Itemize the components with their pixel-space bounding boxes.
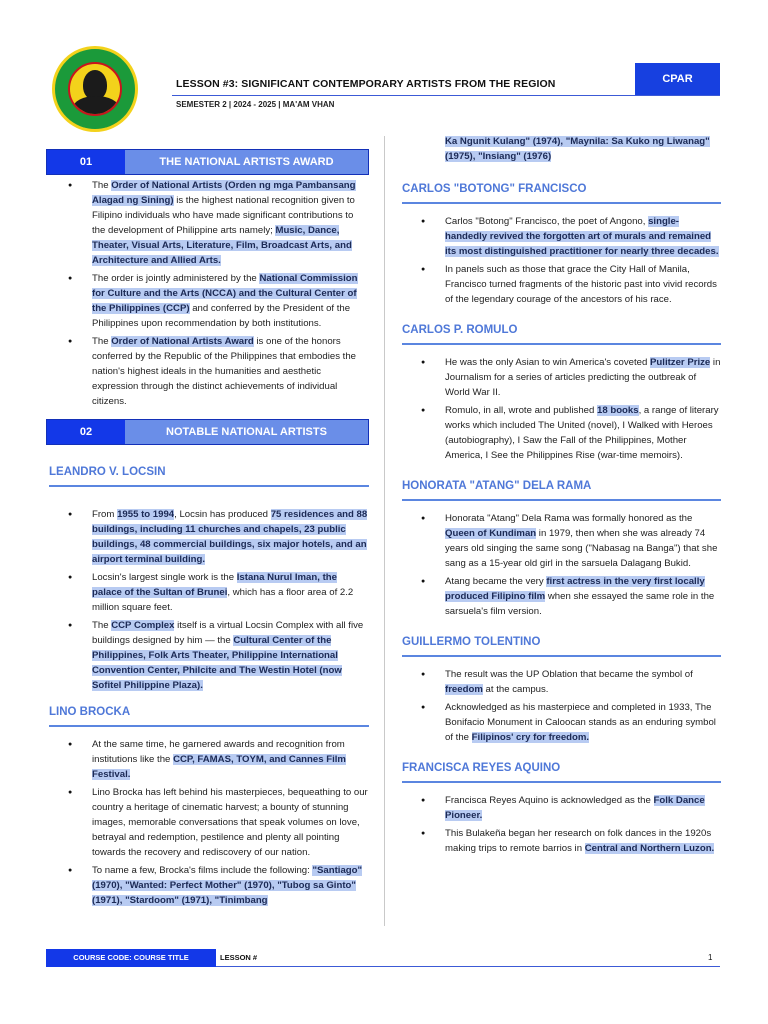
list-item: ● At the same time, he garnered awards and recognition from institutions like the CCP, FAMAS, TOYM, and Cannes Film Festival. xyxy=(46,737,369,782)
romulo-list xyxy=(399,355,721,463)
artist-heading-francisco: CARLOS "BOTONG" FRANCISCO xyxy=(402,182,721,204)
artist-heading-romulo: CARLOS P. ROMULO xyxy=(402,323,721,345)
list-item: ● This Bulakeña began her research on folk dances in the 1920s making trips to remote barrios in Central and Northern Luzon. xyxy=(399,826,721,856)
footer-course-code: COURSE CODE: COURSE TITLE xyxy=(46,949,216,967)
school-seal-logo xyxy=(52,46,138,132)
list-item: ● Honorata "Atang" Dela Rama was formally honored as the Queen of Kundiman in 1979, then when she was already 74 years old singing the same song ("Nabasag na Banga") that she sang as a 15-year old girl in the sarsuela Dalagang Bukid. xyxy=(399,511,721,571)
list-item: ● Romulo, in all, wrote and published 18 books, a range of literary works which included The United (novel), I Walked with Heroes (autobiography), I Saw the Fall of the Philippines, Mother America, I See the Philippines Rise (war-time memoirs). xyxy=(399,403,721,463)
brocka-films-continued: Ka Ngunit Kulang" (1974), "Maynila: Sa Kuko ng Liwanag" (1975), "Insiang" (1976) xyxy=(445,136,710,162)
list-item: ● Francisca Reyes Aquino is acknowledged as the Folk Dance Pioneer. xyxy=(399,793,721,823)
right-column xyxy=(399,134,721,859)
artist-heading-aquino: FRANCISCA REYES AQUINO xyxy=(402,761,721,783)
footer-lesson: LESSON # xyxy=(220,953,258,962)
list-item: ● The Order of National Artists (Orden ng mga Pambansang Alagad ng Sining) is the highest national recognition given to Filipino individuals who have made significant contributions to the development of Philippine arts namely; Music, Dance, Theater, Visual Arts, Literature, Film, Broadcast Arts, and Architecture and Allied Arts. xyxy=(46,178,369,268)
list-item: ● He was the only Asian to win America's coveted Pulitzer Prize in Journalism for a series of articles predicting the outbreak of World War II. xyxy=(399,355,721,400)
left-column xyxy=(46,149,369,911)
section-header-02 xyxy=(46,419,369,445)
list-item: ● Carlos "Botong" Francisco, the poet of Angono, single-handedly revived the forgotten art of murals and remained its most distinguished practitioner for nearly three decades. xyxy=(399,214,721,259)
section-title: THE NATIONAL ARTISTS AWARD xyxy=(125,150,368,174)
award-list xyxy=(46,178,369,409)
list-item: ● Locsin's largest single work is the Istana Nurul Iman, the palace of the Sultan of Brunei, which has a floor area of 2.2 million square feet. xyxy=(46,570,369,615)
francisco-list xyxy=(399,214,721,307)
lesson-title: LESSON #3: SIGNIFICANT CONTEMPORARY ARTISTS FROM THE REGION xyxy=(176,78,556,90)
tolentino-list xyxy=(399,667,721,745)
list-item: ● The order is jointly administered by the National Commission for Culture and the Arts (NCCA) and the Cultural Center of the Philippines (CCP) and conferred by the President of the Philippines upon recommendation by both institutions. xyxy=(46,271,369,331)
footer-rule xyxy=(216,966,720,967)
section-title: NOTABLE NATIONAL ARTISTS xyxy=(125,420,368,444)
list-item: ● Lino Brocka has left behind his masterpieces, bequeathing to our country a heritage of cinematic harvest; a bounty of stunning images, memorable conversations that speak volumes on love, betrayal and redemption, pestilence and plenty all pointing towards the recovery and rediscovery of our nation. xyxy=(46,785,369,860)
locsin-list xyxy=(46,507,369,693)
artist-heading-brocka: LINO BROCKA xyxy=(49,705,369,727)
seal-portrait xyxy=(68,62,122,116)
list-item: ● Atang became the very first actress in the very first locally produced Filipino film when she essayed the same role in the sarsuela's film version. xyxy=(399,574,721,619)
list-item: ● From 1955 to 1994, Locsin has produced 75 residences and 88 buildings, including 11 churches and chapels, 23 public buildings, 48 commercial buildings, six major hotels, and an airport terminal building. xyxy=(46,507,369,567)
artist-heading-tolentino: GUILLERMO TOLENTINO xyxy=(402,635,721,657)
list-item: ● To name a few, Brocka's films include the following: "Santiago" (1970), "Wanted: Perfect Mother" (1970), "Tubog sa Ginto" (1971), "Stardoom" (1971), "Tinimbang xyxy=(46,863,369,908)
delarama-list xyxy=(399,511,721,619)
section-header-01 xyxy=(46,149,369,175)
aquino-list xyxy=(399,793,721,856)
list-item: ● The result was the UP Oblation that became the symbol of freedom at the campus. xyxy=(399,667,721,697)
header-rule xyxy=(172,95,720,96)
artist-heading-locsin: LEANDRO V. LOCSIN xyxy=(49,465,369,487)
subject-badge: CPAR xyxy=(635,63,720,95)
list-item: ● Acknowledged as his masterpiece and completed in 1933, The Bonifacio Monument in Caloocan stands as an enduring symbol of the Filipinos' cry for freedom. xyxy=(399,700,721,745)
section-number: 02 xyxy=(47,420,125,444)
artist-heading-delarama: HONORATA "ATANG" DELA RAMA xyxy=(402,479,721,501)
list-item: ● In panels such as those that grace the City Hall of Manila, Francisco turned fragments of the historic past into vivid records of the legendary courage of the ancestors of his race. xyxy=(399,262,721,307)
lesson-subtitle: SEMESTER 2 | 2024 - 2025 | MA'AM VHAN xyxy=(176,100,335,109)
page-number: 1 xyxy=(708,953,713,962)
list-item: ● The CCP Complex itself is a virtual Locsin Complex with all five buildings designed by him — the Cultural Center of the Philippines, Folk Arts Theater, Philippine International Convention Center, Philcite and The Westin Hotel (now Sofitel Philippine Plaza). xyxy=(46,618,369,693)
list-item: ● The Order of National Artists Award is one of the honors conferred by the Republic of the Philippines that embodies the nation's highest ideals in the humanities and aesthetic expression through the distinct achievements of individual citizens. xyxy=(46,334,369,409)
column-divider xyxy=(384,136,385,926)
section-number: 01 xyxy=(47,150,125,174)
brocka-list xyxy=(46,737,369,908)
